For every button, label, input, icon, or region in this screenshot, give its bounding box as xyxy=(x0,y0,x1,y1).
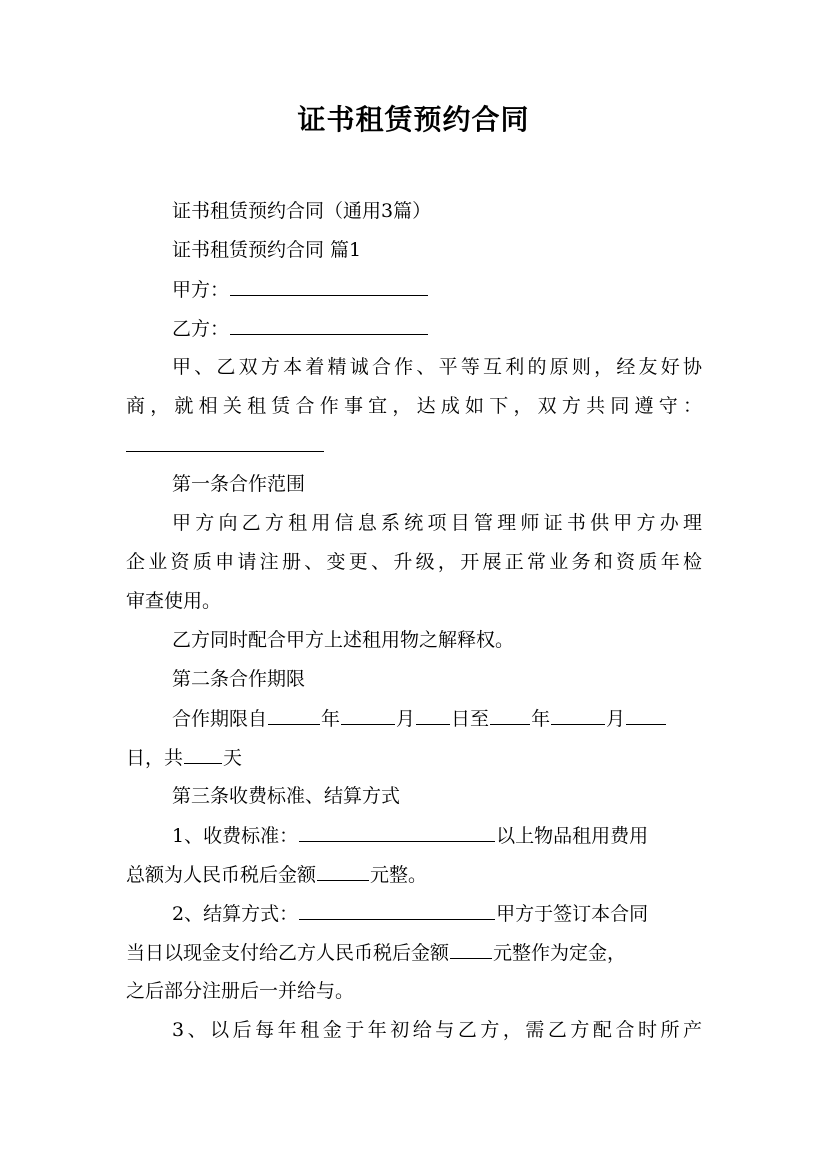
fee-line-2 xyxy=(126,860,702,889)
article1-title: 第一条合作范围 xyxy=(172,473,306,495)
end-day-label: 日，共 xyxy=(126,747,184,769)
party-b-blank xyxy=(230,314,428,335)
page-title: 证书租赁预约合同 xyxy=(297,103,530,136)
total-days-blank xyxy=(184,743,222,764)
settle-line-2 xyxy=(126,938,702,967)
fee-label: 1、收费标准： xyxy=(172,825,299,847)
settle-after: 甲方于签订本合同 xyxy=(496,903,649,925)
fee-line-1 xyxy=(172,821,702,850)
agreement-blank xyxy=(126,431,324,452)
party-b-label: 乙方： xyxy=(172,318,230,340)
fee-amount-blank xyxy=(317,860,369,881)
start-year-blank xyxy=(268,704,320,725)
end-year-label: 年 xyxy=(531,708,551,730)
start-year-label: 年 xyxy=(321,708,341,730)
start-month-label: 月 xyxy=(396,708,416,730)
settle-label: 2、结算方式： xyxy=(172,903,299,925)
end-month-label: 月 xyxy=(606,708,626,730)
fee-after: 以上物品租用费用 xyxy=(496,825,649,847)
settle-prefix: 当日以现金支付给乙方人民币税后金额 xyxy=(126,942,450,964)
term-line-2 xyxy=(126,743,702,772)
item3-line-1: 3、以后每年租金于年初给与乙方，需乙方配合时所产 xyxy=(172,1019,702,1041)
fee-standard-blank xyxy=(299,821,495,842)
term-line-1 xyxy=(172,704,702,733)
party-a-line xyxy=(172,275,702,304)
article1-line-2: 企业资质申请注册、变更、升级，开展正常业务和资质年检 xyxy=(126,551,702,573)
end-year-blank xyxy=(490,704,530,725)
start-month-blank xyxy=(341,704,395,725)
term-prefix: 合作期限自 xyxy=(172,708,268,730)
party-a-blank xyxy=(230,275,428,296)
deposit-amount-blank xyxy=(450,938,492,959)
settle-line-3: 之后部分注册后一并给与。 xyxy=(126,980,355,1002)
party-b-line xyxy=(172,314,702,343)
article1-line-3: 审查使用。 xyxy=(126,590,222,612)
settle-suffix: 元整作为定金， xyxy=(493,942,627,964)
fee-total-suffix: 元整。 xyxy=(370,864,428,886)
days-unit: 天 xyxy=(223,747,243,769)
end-month-blank xyxy=(551,704,605,725)
document-subtitle: 证书租赁预约合同（通用3篇） xyxy=(172,200,432,222)
article1-paragraph-2: 乙方同时配合甲方上述租用物之解释权。 xyxy=(172,629,515,651)
article1-line-1: 甲方向乙方租用信息系统项目管理师证书供甲方办理 xyxy=(172,512,702,534)
start-day-blank xyxy=(416,704,450,725)
intro-line-2: 商，就相关租赁合作事宜，达成如下，双方共同遵守： xyxy=(126,395,702,417)
party-a-label: 甲方： xyxy=(172,279,230,301)
intro-line-1: 甲、乙双方本着精诚合作、平等互利的原则，经友好协 xyxy=(172,356,702,378)
article2-title: 第二条合作期限 xyxy=(172,668,306,690)
start-day-label: 日至 xyxy=(451,708,490,730)
settle-line-1 xyxy=(172,899,702,928)
settle-method-blank xyxy=(299,899,495,920)
fee-total-prefix: 总额为人民币税后金额 xyxy=(126,864,317,886)
end-day-blank xyxy=(626,704,666,725)
article3-title: 第三条收费标准、结算方式 xyxy=(172,785,401,807)
agreement-blank-line xyxy=(126,431,702,460)
section-heading: 证书租赁预约合同 篇1 xyxy=(172,239,362,261)
